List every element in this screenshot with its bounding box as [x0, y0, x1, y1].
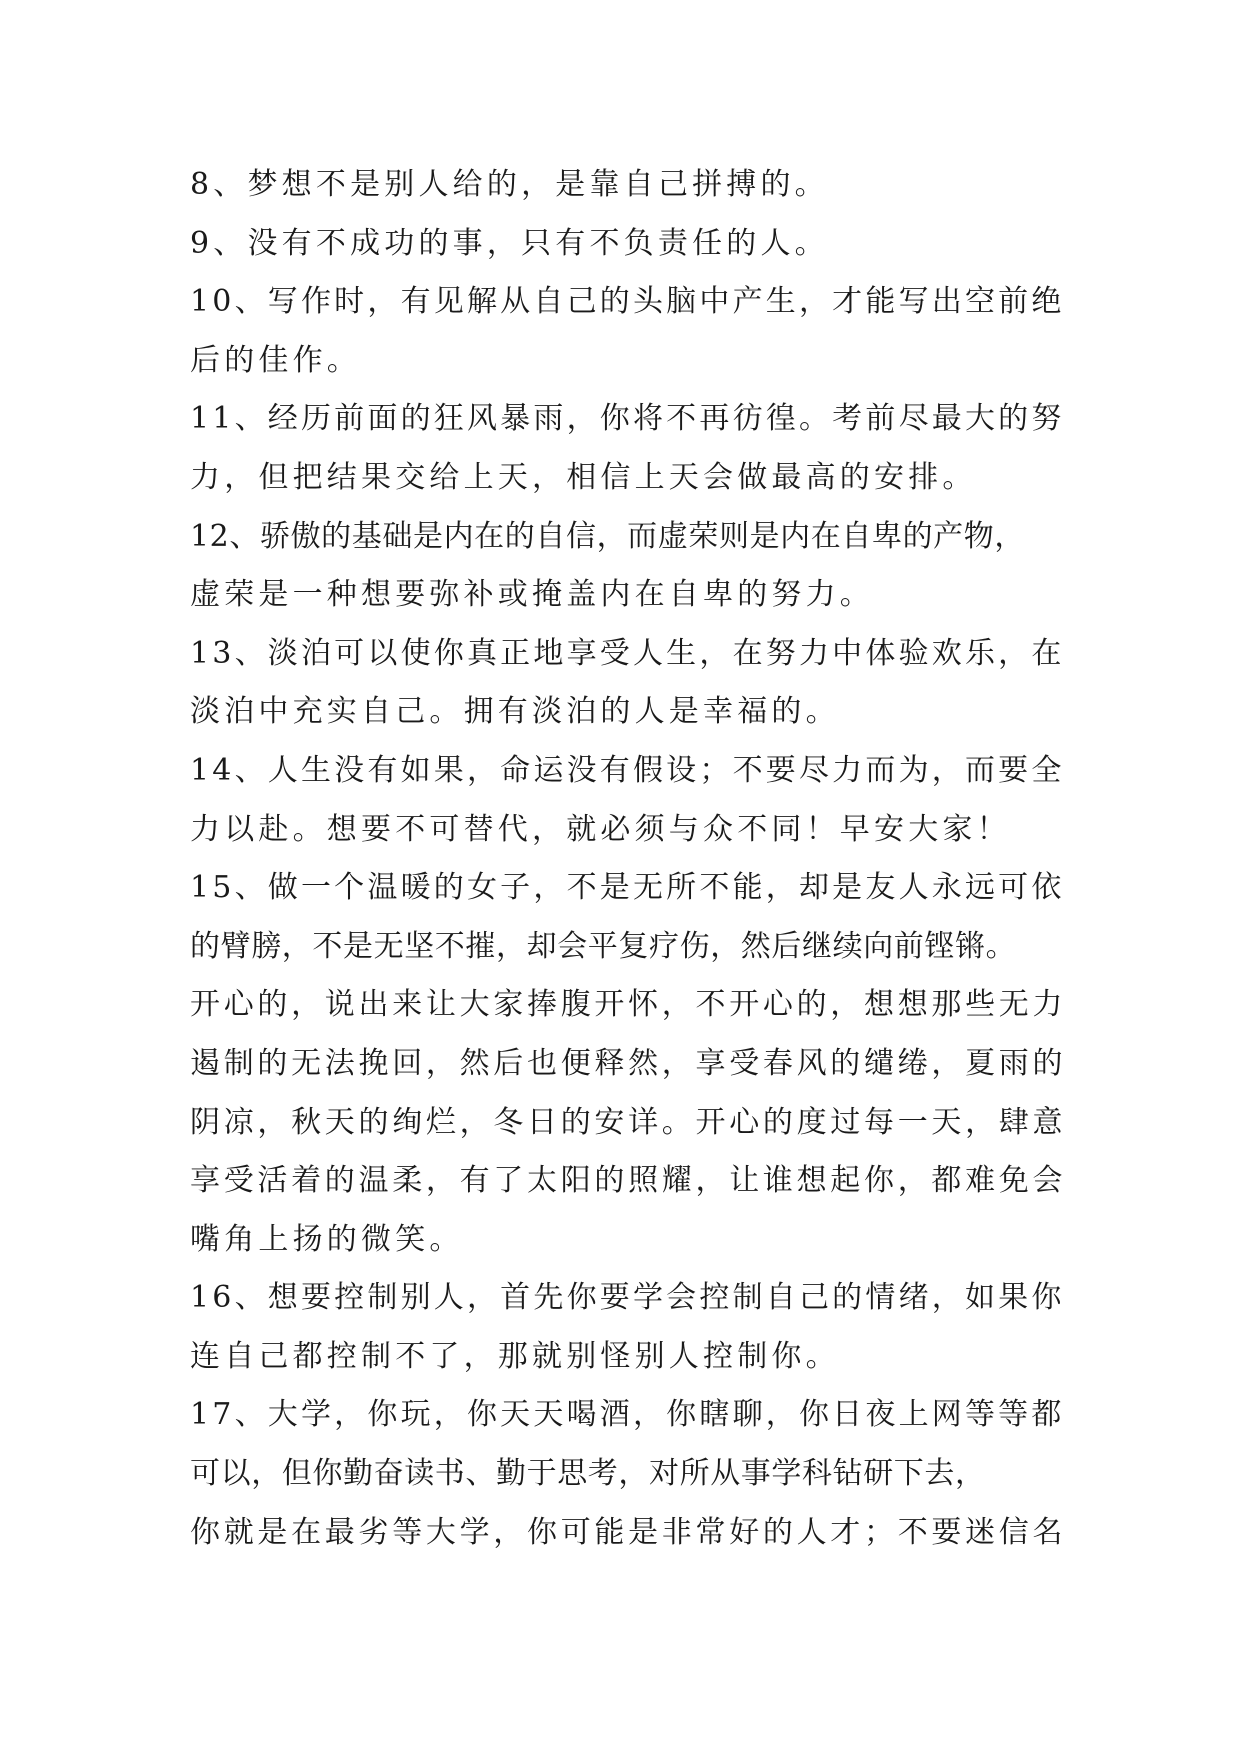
text-line: 淡泊中充实自己。拥有淡泊的人是幸福的。 [190, 694, 840, 730]
text-line: 13、淡泊可以使你真正地享受人生，在努力中体验欢乐，在 [190, 635, 1065, 671]
text-line: 开心的，说出来让大家捧腹开怀，不开心的，想想那些无力 [190, 987, 1067, 1023]
text-line: 连自己都控制不了，那就别怪别人控制你。 [190, 1338, 840, 1374]
text-line: 力，但把结果交给上天，相信上天会做最高的安排。 [190, 459, 977, 495]
text-line: 17、大学，你玩，你天天喝酒，你瞎聊，你日夜上网等等都 [190, 1397, 1065, 1433]
document-page [190, 156, 1067, 1562]
text-line: 14、人生没有如果，命运没有假设；不要尽力而为，而要全 [190, 752, 1065, 788]
text-line: 10、写作时，有见解从自己的头脑中产生，才能写出空前绝 [190, 284, 1065, 320]
text-line: 可以，但你勤奋读书、勤于思考，对所从事学科钻研下去， [190, 1456, 986, 1492]
text-line: 15、做一个温暖的女子，不是无所不能，却是友人永远可依 [190, 870, 1065, 906]
text-line: 16、想要控制别人，首先你要学会控制自己的情绪，如果你 [190, 1280, 1065, 1316]
text-line: 嘴角上扬的微笑。 [190, 1221, 464, 1257]
text-line: 遏制的无法挽回，然后也便释然，享受春风的缱绻，夏雨的 [190, 1045, 1067, 1081]
text-line: 9、没有不成功的事，只有不负责任的人。 [190, 225, 829, 261]
text-line: 阴凉，秋天的绚烂，冬日的安详。开心的度过每一天，肆意 [190, 1104, 1067, 1140]
text-line: 后的佳作。 [190, 342, 361, 378]
text-line: 你就是在最劣等大学，你可能是非常好的人才；不要迷信名 [190, 1514, 1067, 1550]
text-line: 8、梦想不是别人给的，是靠自己拼搏的。 [190, 167, 829, 202]
text-line: 享受活着的温柔，有了太阳的照耀，让谁想起你，都难免会 [190, 1163, 1067, 1199]
text-line: 12、骄傲的基础是内在的自信，而虚荣则是内在自卑的产物， [190, 518, 1025, 554]
text-line: 虚荣是一种想要弥补或掩盖内在自卑的努力。 [190, 577, 874, 613]
text-line: 11、经历前面的狂风暴雨，你将不再彷徨。考前尽最大的努 [190, 401, 1065, 437]
text-line: 力以赴。想要不可替代，就必须与众不同！早安大家！ [190, 811, 1011, 847]
text-line: 的臂膀，不是无坚不摧，却会平复疗伤，然后继续向前铿锵。 [190, 928, 1017, 964]
